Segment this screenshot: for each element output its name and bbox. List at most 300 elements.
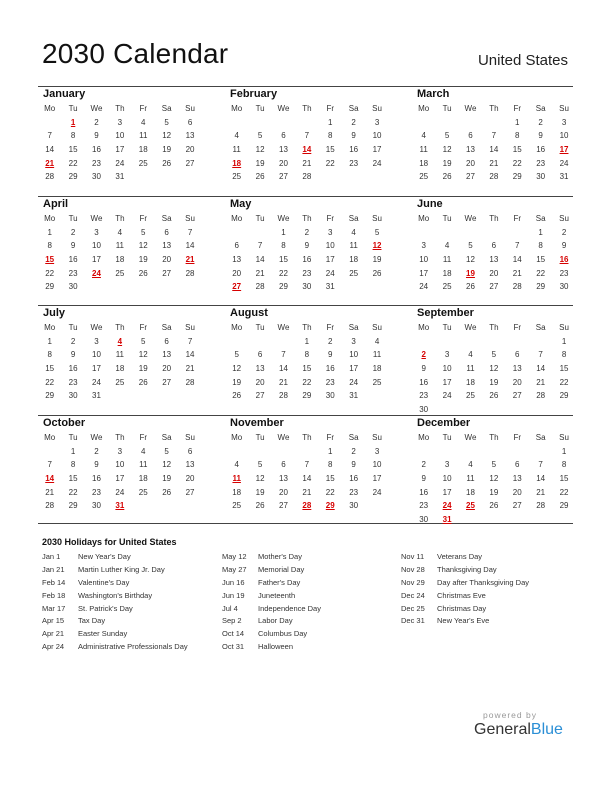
holiday-row <box>42 590 188 603</box>
holiday-day-cell: 24 <box>442 501 452 511</box>
weekday-header: Mo <box>418 214 430 223</box>
day-cell: 2 <box>561 227 567 237</box>
month-december <box>412 417 572 527</box>
day-cell: 17 <box>442 377 452 387</box>
day-cell: 15 <box>302 364 312 374</box>
weekday-header: Th <box>302 433 312 442</box>
holiday-date: Nov 11 <box>401 552 425 561</box>
weekday-header: We <box>464 433 477 442</box>
holiday-name: New Year's Day <box>78 552 131 561</box>
day-cell: 26 <box>442 172 452 182</box>
weekday-header: Fr <box>139 323 148 332</box>
empty-cell <box>272 445 295 459</box>
month-name: March <box>417 88 450 100</box>
day-cell: 22 <box>325 158 335 168</box>
empty-cell <box>412 226 435 240</box>
day-cell: 28 <box>512 282 522 292</box>
weekday-header: Tu <box>442 104 452 113</box>
holiday-day-cell: 15 <box>45 255 55 265</box>
empty-cell <box>248 116 271 130</box>
weekday-header: Tu <box>442 214 452 223</box>
holiday-name: Day after Thanksgiving Day <box>437 577 529 587</box>
weekday-header: Fr <box>513 433 522 442</box>
empty-cell <box>412 116 435 130</box>
day-cell: 19 <box>255 487 265 497</box>
day-cell: 12 <box>442 145 452 155</box>
empty-cell <box>225 335 248 349</box>
day-cell: 12 <box>489 364 499 374</box>
day-cell: 25 <box>372 377 382 387</box>
day-cell: 8 <box>47 350 52 360</box>
holiday-row <box>42 628 188 641</box>
day-cell: 18 <box>466 487 475 497</box>
day-cell: 12 <box>232 364 242 374</box>
day-cell: 16 <box>68 364 78 374</box>
day-cell: 20 <box>162 364 172 374</box>
holiday-day-cell: 16 <box>559 255 569 265</box>
day-cell: 21 <box>302 158 312 168</box>
day-cell: 10 <box>115 460 125 470</box>
day-cell: 29 <box>559 391 569 401</box>
weekday-header: We <box>277 433 290 442</box>
holiday-date: Dec 31 <box>401 616 425 626</box>
day-cell: 22 <box>559 377 569 387</box>
generalblue-logo[interactable] <box>474 721 563 739</box>
weekday-header: Fr <box>326 323 335 332</box>
day-cell: 14 <box>302 474 312 484</box>
holiday-date: Feb 14 <box>42 577 66 587</box>
day-cell: 23 <box>349 158 359 168</box>
day-cell: 4 <box>234 131 239 141</box>
weekday-header: Th <box>302 214 312 223</box>
weekday-header: Mo <box>418 433 430 442</box>
holiday-date: Feb 18 <box>42 590 66 600</box>
day-cell: 10 <box>349 350 359 360</box>
holiday-date: Nov 28 <box>401 564 425 574</box>
day-cell: 25 <box>115 268 125 278</box>
day-cell: 29 <box>279 282 288 292</box>
month-june <box>412 198 572 294</box>
day-cell: 18 <box>115 364 125 374</box>
holiday-column <box>401 551 529 628</box>
day-cell: 21 <box>255 268 265 278</box>
day-cell: 18 <box>138 474 148 484</box>
weekday-header: Mo <box>44 433 56 442</box>
weekday-header: Su <box>559 104 569 113</box>
day-cell: 26 <box>489 501 499 511</box>
holiday-row <box>401 551 529 564</box>
day-cell: 18 <box>115 255 125 265</box>
weekday-header: Sa <box>535 104 546 113</box>
weekday-header: Tu <box>255 104 265 113</box>
weekday-header: Tu <box>68 104 78 113</box>
day-cell: 8 <box>561 460 567 470</box>
day-cell: 3 <box>351 336 356 346</box>
day-cell: 24 <box>372 487 382 497</box>
day-cell: 11 <box>466 364 475 374</box>
day-cell: 18 <box>442 268 452 278</box>
day-cell: 24 <box>115 158 125 168</box>
holiday-date: Jun 19 <box>222 590 245 600</box>
day-cell: 27 <box>162 268 172 278</box>
empty-cell <box>435 445 458 459</box>
weekday-header: Mo <box>231 214 243 223</box>
day-cell: 15 <box>325 145 335 155</box>
empty-cell <box>295 116 318 130</box>
day-cell: 12 <box>255 474 265 484</box>
holiday-day-cell: 2 <box>421 350 426 360</box>
day-cell: 29 <box>559 501 569 511</box>
day-cell: 3 <box>561 117 567 127</box>
weekday-header: Fr <box>513 214 522 223</box>
empty-cell <box>225 226 248 240</box>
day-cell: 10 <box>92 350 101 360</box>
day-cell: 25 <box>138 158 148 168</box>
weekday-header: Tu <box>442 323 452 332</box>
day-cell: 30 <box>419 515 429 525</box>
day-cell: 29 <box>512 172 522 182</box>
holiday-name: Administrative Professionals Day <box>78 642 188 652</box>
powered-by-label: powered by <box>483 710 537 720</box>
day-cell: 13 <box>185 460 195 470</box>
day-cell: 16 <box>349 145 359 155</box>
holiday-name: Mother's Day <box>258 552 302 561</box>
holiday-name: Independence Day <box>258 603 321 613</box>
holiday-day-cell: 27 <box>232 282 242 292</box>
country-label: United States <box>477 52 568 69</box>
day-cell: 11 <box>372 350 382 360</box>
day-cell: 9 <box>351 131 356 141</box>
weekday-header: We <box>277 323 290 332</box>
holiday-day-cell: 14 <box>45 474 55 484</box>
day-cell: 12 <box>138 350 148 360</box>
day-cell: 6 <box>468 131 473 141</box>
weekday-header: We <box>464 104 477 113</box>
empty-cell <box>482 445 505 459</box>
day-cell: 8 <box>281 241 286 251</box>
empty-cell <box>435 335 458 349</box>
day-cell: 22 <box>45 268 55 278</box>
day-cell: 28 <box>185 268 195 278</box>
day-cell: 22 <box>302 377 312 387</box>
weekday-header: Fr <box>513 323 522 332</box>
day-cell: 27 <box>185 487 195 497</box>
month-day-grid <box>412 321 572 417</box>
day-cell: 13 <box>162 241 172 251</box>
day-cell: 29 <box>45 391 55 401</box>
empty-cell <box>295 445 318 459</box>
day-cell: 5 <box>164 446 169 456</box>
holiday-row <box>401 603 529 616</box>
month-name: January <box>43 88 86 100</box>
day-cell: 9 <box>304 241 310 251</box>
day-cell: 27 <box>279 172 288 182</box>
holiday-day-cell: 12 <box>372 241 382 251</box>
day-cell: 6 <box>257 350 263 360</box>
day-cell: 13 <box>279 474 288 484</box>
day-cell: 10 <box>442 364 452 374</box>
weekday-header: Th <box>115 323 125 332</box>
holiday-day-cell: 17 <box>559 145 569 155</box>
weekday-header: Su <box>559 323 569 332</box>
day-cell: 20 <box>232 268 242 278</box>
day-cell: 17 <box>419 268 429 278</box>
day-cell: 25 <box>232 172 242 182</box>
holiday-day-cell: 31 <box>115 501 125 511</box>
day-cell: 4 <box>444 241 450 251</box>
day-cell: 25 <box>138 487 148 497</box>
weekday-header: We <box>277 214 290 223</box>
holiday-day-cell: 24 <box>92 268 101 278</box>
weekday-header: Th <box>489 323 499 332</box>
month-name: December <box>417 417 471 429</box>
month-day-grid <box>225 431 385 513</box>
day-cell: 31 <box>349 391 359 401</box>
weekday-header: Su <box>372 104 382 113</box>
day-cell: 3 <box>328 227 333 237</box>
day-cell: 14 <box>512 255 522 265</box>
day-cell: 27 <box>512 391 522 401</box>
day-cell: 10 <box>92 241 101 251</box>
empty-cell <box>482 116 505 130</box>
day-cell: 20 <box>466 158 475 168</box>
holiday-name: Martin Luther King Jr. Day <box>78 564 165 574</box>
day-cell: 8 <box>47 241 52 251</box>
day-cell: 17 <box>372 145 382 155</box>
empty-cell <box>248 445 271 459</box>
day-cell: 22 <box>536 268 546 278</box>
day-cell: 21 <box>302 487 312 497</box>
day-cell: 17 <box>325 255 335 265</box>
holiday-day-cell: 31 <box>442 515 452 525</box>
holiday-day-cell: 18 <box>232 158 242 168</box>
day-cell: 2 <box>538 117 543 127</box>
empty-cell <box>506 226 529 240</box>
weekday-header: Tu <box>68 214 78 223</box>
day-cell: 27 <box>279 501 288 511</box>
day-cell: 20 <box>279 158 288 168</box>
holiday-row <box>222 603 321 616</box>
month-day-grid <box>412 431 572 527</box>
weekday-header: Sa <box>161 433 172 442</box>
day-cell: 5 <box>491 460 497 470</box>
weekday-header: Mo <box>44 323 56 332</box>
day-cell: 18 <box>232 487 242 497</box>
weekday-header: Tu <box>255 433 265 442</box>
day-cell: 28 <box>536 501 546 511</box>
day-cell: 20 <box>255 377 265 387</box>
day-cell: 5 <box>234 350 239 360</box>
day-cell: 29 <box>536 282 546 292</box>
weekday-header: Fr <box>326 433 335 442</box>
day-cell: 5 <box>491 350 497 360</box>
day-cell: 18 <box>349 255 359 265</box>
weekday-header: Su <box>559 214 569 223</box>
day-cell: 22 <box>68 158 78 168</box>
holiday-date: May 12 <box>222 552 247 561</box>
weekday-header: Tu <box>442 433 452 442</box>
day-cell: 16 <box>92 474 101 484</box>
day-cell: 2 <box>70 336 76 346</box>
day-cell: 7 <box>47 131 52 141</box>
day-cell: 7 <box>304 460 310 470</box>
weekday-header: Th <box>115 214 125 223</box>
day-cell: 19 <box>442 158 452 168</box>
day-cell: 28 <box>45 172 55 182</box>
day-cell: 23 <box>419 391 429 401</box>
month-name: September <box>417 307 474 319</box>
empty-cell <box>248 226 271 240</box>
day-cell: 10 <box>372 131 382 141</box>
day-cell: 20 <box>489 268 499 278</box>
day-cell: 25 <box>232 501 242 511</box>
holiday-name: Christmas Eve <box>437 590 486 600</box>
day-cell: 22 <box>45 377 55 387</box>
month-day-grid <box>38 212 198 294</box>
day-cell: 13 <box>232 255 242 265</box>
day-cell: 19 <box>232 377 242 387</box>
day-cell: 13 <box>255 364 265 374</box>
month-day-grid <box>412 212 572 294</box>
month-october <box>38 417 198 513</box>
weekday-header: Fr <box>139 433 148 442</box>
weekday-header: Th <box>115 433 125 442</box>
weekday-header: Sa <box>535 323 546 332</box>
holiday-row <box>222 564 321 577</box>
day-cell: 8 <box>304 350 310 360</box>
day-cell: 25 <box>442 282 452 292</box>
month-name: October <box>43 417 86 429</box>
day-cell: 19 <box>489 487 499 497</box>
weekday-header: Mo <box>231 323 243 332</box>
day-cell: 16 <box>92 145 101 155</box>
weekday-header: Su <box>185 214 195 223</box>
day-cell: 9 <box>94 460 99 470</box>
day-cell: 8 <box>328 460 333 470</box>
day-cell: 17 <box>372 474 382 484</box>
day-cell: 4 <box>421 131 426 141</box>
day-cell: 9 <box>561 241 567 251</box>
holiday-name: Halloween <box>258 642 294 652</box>
holiday-row <box>42 551 188 564</box>
holiday-name: Veterans Day <box>437 552 483 561</box>
day-cell: 17 <box>115 145 125 155</box>
day-cell: 18 <box>466 377 475 387</box>
day-cell: 11 <box>232 145 241 155</box>
day-cell: 24 <box>419 282 429 292</box>
day-cell: 4 <box>468 350 473 360</box>
day-cell: 2 <box>351 446 356 456</box>
day-cell: 27 <box>162 377 172 387</box>
month-day-grid <box>225 212 385 294</box>
day-cell: 8 <box>70 131 76 141</box>
weekday-header: Su <box>559 433 569 442</box>
day-cell: 1 <box>328 117 333 127</box>
day-cell: 26 <box>162 487 172 497</box>
holiday-day-cell: 14 <box>302 145 312 155</box>
day-cell: 17 <box>442 487 452 497</box>
day-cell: 6 <box>187 446 193 456</box>
holiday-date: Apr 21 <box>42 629 65 639</box>
day-cell: 3 <box>421 241 426 251</box>
day-cell: 9 <box>70 241 76 251</box>
day-cell: 30 <box>325 391 335 401</box>
day-cell: 30 <box>419 405 429 415</box>
day-cell: 2 <box>94 446 99 456</box>
holiday-day-cell: 21 <box>185 255 195 265</box>
day-cell: 1 <box>328 446 333 456</box>
day-cell: 27 <box>489 282 499 292</box>
weekday-header: We <box>90 214 103 223</box>
day-cell: 20 <box>279 487 288 497</box>
holiday-name: New Year's Eve <box>437 616 490 626</box>
empty-cell <box>435 116 458 130</box>
day-cell: 5 <box>374 227 380 237</box>
day-cell: 11 <box>115 241 125 251</box>
day-cell: 7 <box>538 460 543 470</box>
empty-cell <box>506 335 529 349</box>
empty-cell <box>225 116 248 130</box>
day-cell: 2 <box>94 117 99 127</box>
day-cell: 8 <box>515 131 520 141</box>
day-cell: 22 <box>512 158 522 168</box>
day-cell: 2 <box>351 117 356 127</box>
month-name: February <box>230 88 278 100</box>
weekday-header: Mo <box>231 104 243 113</box>
month-february <box>225 88 385 184</box>
holiday-date: Oct 14 <box>222 629 245 639</box>
day-cell: 1 <box>47 227 52 237</box>
day-cell: 31 <box>92 391 101 401</box>
day-cell: 13 <box>185 131 195 141</box>
day-cell: 7 <box>47 460 52 470</box>
day-cell: 19 <box>138 255 148 265</box>
day-cell: 21 <box>185 364 195 374</box>
month-november <box>225 417 385 513</box>
month-day-grid <box>38 321 198 403</box>
day-cell: 6 <box>281 131 286 141</box>
weekday-header: Sa <box>161 104 172 113</box>
day-cell: 13 <box>489 255 499 265</box>
day-cell: 5 <box>444 131 450 141</box>
holiday-name: Juneteenth <box>258 590 296 600</box>
holiday-row <box>401 564 529 577</box>
day-cell: 13 <box>512 364 522 374</box>
day-cell: 25 <box>349 268 359 278</box>
day-cell: 11 <box>139 460 148 470</box>
day-cell: 24 <box>325 268 335 278</box>
day-cell: 26 <box>489 391 499 401</box>
holiday-name: Labor Day <box>258 616 293 626</box>
day-cell: 10 <box>442 474 452 484</box>
day-cell: 28 <box>489 172 499 182</box>
weekday-header: We <box>464 214 477 223</box>
day-cell: 16 <box>419 487 429 497</box>
day-cell: 11 <box>442 255 452 265</box>
weekday-header: Fr <box>139 104 148 113</box>
month-name: August <box>230 307 268 319</box>
day-cell: 6 <box>281 460 286 470</box>
weekday-header: Mo <box>44 214 56 223</box>
month-name: June <box>417 198 443 210</box>
day-cell: 3 <box>374 446 380 456</box>
month-name: May <box>230 198 252 210</box>
month-january <box>38 88 198 184</box>
day-cell: 7 <box>187 336 193 346</box>
day-cell: 15 <box>68 474 78 484</box>
day-cell: 9 <box>421 474 426 484</box>
day-cell: 8 <box>538 241 543 251</box>
